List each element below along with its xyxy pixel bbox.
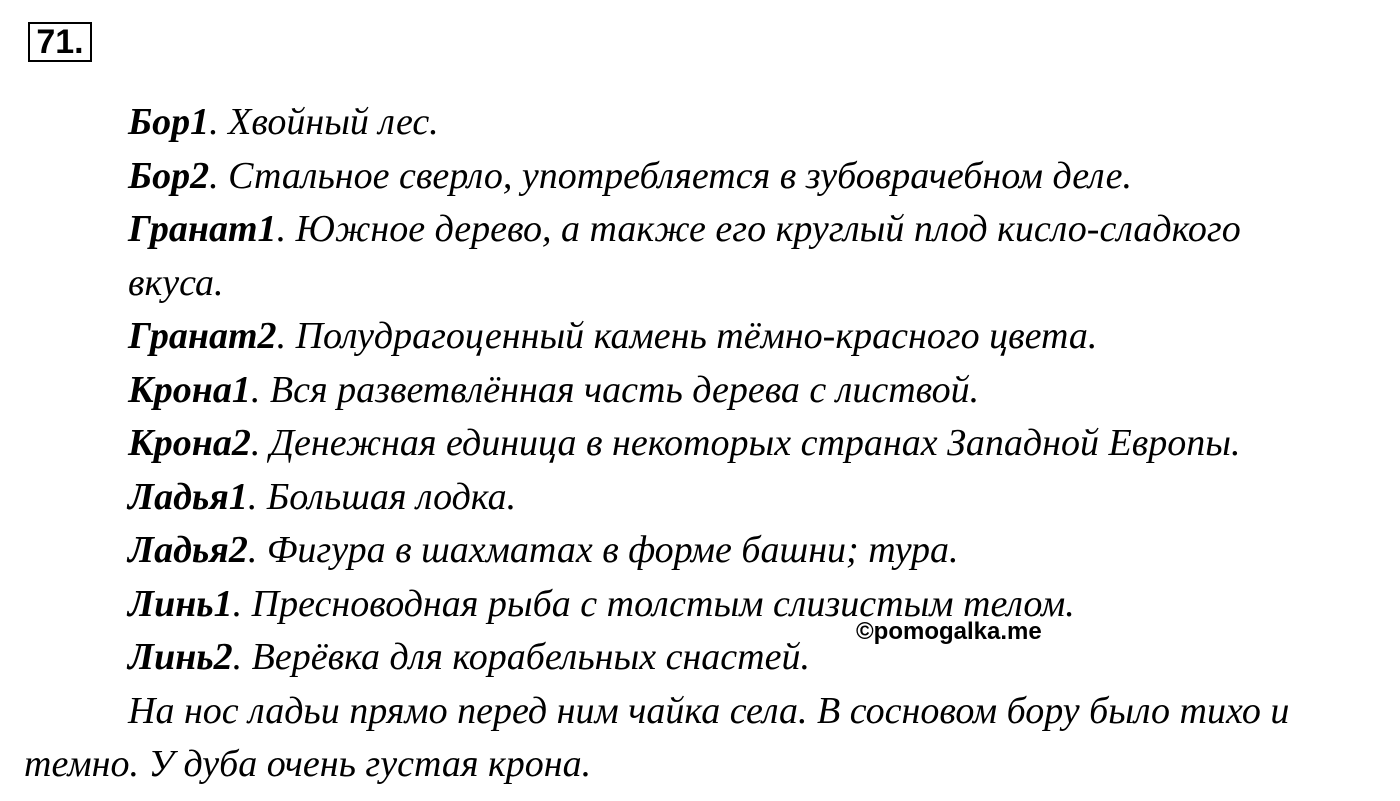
closing-line-1: На нос ладьи прямо перед ним чайка села. В сосновом бору было тихо и [128, 689, 1290, 732]
entry-krona1 [0, 364, 1400, 418]
entry-definition: . Денежная единица в некоторых странах Западной Европы. [250, 422, 1241, 464]
entry-term: Гранат1 [128, 208, 277, 250]
entry-bor2 [0, 150, 1400, 204]
entry-ladya1 [0, 471, 1400, 525]
watermark: ©pomogalka.me [856, 618, 1042, 645]
entry-definition: . Хвойный лес. [209, 101, 439, 143]
dictionary-entries [0, 96, 1400, 792]
entry-definition: . Стальное сверло, употребляется в зубоврачебном деле. [209, 154, 1133, 197]
entry-definition-continuation: вкуса. [128, 261, 224, 304]
entry-term: Линь1 [128, 582, 233, 625]
entry-term: Ладья2 [128, 529, 248, 571]
entry-definition: . Верёвка для корабельных снастей. [232, 636, 810, 678]
entry-granat2 [0, 310, 1400, 364]
entry-lin1 [0, 578, 1400, 632]
entry-lin2 [0, 631, 1400, 685]
entry-term: Линь2 [128, 636, 233, 678]
entry-term: Крона1 [128, 368, 251, 411]
entry-term: Бор2 [128, 154, 210, 197]
closing-paragraph [0, 685, 1400, 792]
task-number: 71. [28, 22, 92, 62]
entry-krona2 [0, 417, 1400, 471]
entry-definition: . Вся разветвлённая часть дерева с листвой. [250, 368, 980, 411]
entry-definition: . Фигура в шахматах в форме башни; тура. [247, 529, 959, 571]
entry-granat1 [0, 203, 1400, 310]
entry-bor1 [0, 96, 1400, 150]
entry-term: Крона2 [128, 422, 251, 464]
entry-definition: . Большая лодка. [247, 475, 517, 518]
entry-definition: . Пресноводная рыба с толстым слизистым телом. [232, 582, 1075, 625]
entry-term: Ладья1 [128, 475, 248, 518]
closing-line-2: темно. У дуба очень густая крона. [24, 743, 592, 785]
entry-ladya2 [0, 524, 1400, 578]
entry-term: Бор1 [128, 101, 210, 143]
entry-term: Гранат2 [128, 315, 277, 357]
entry-definition: . Полудрагоценный камень тёмно-красного цвета. [276, 315, 1098, 357]
entry-definition: . Южное дерево, а также его круглый плод кисло-сладкого [276, 208, 1241, 250]
